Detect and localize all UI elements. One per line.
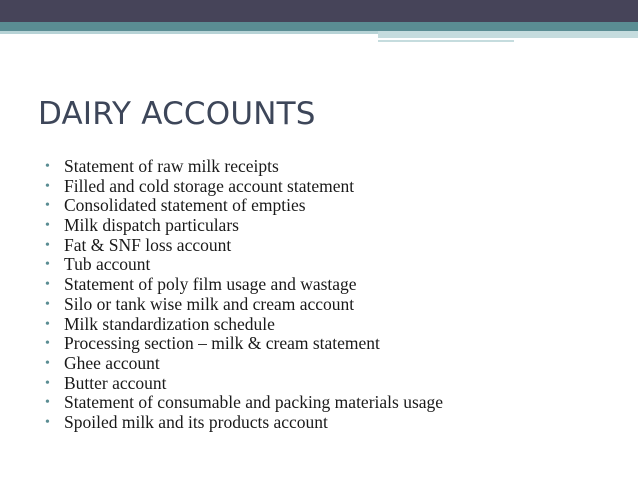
bullet-icon: • xyxy=(45,218,50,234)
list-item-text: Butter account xyxy=(64,372,167,393)
list-item-text: Silo or tank wise milk and cream account xyxy=(64,293,355,314)
bullet-icon: • xyxy=(45,237,50,253)
bullet-icon: • xyxy=(45,375,50,391)
list-item-text: Processing section – milk & cream statement xyxy=(64,333,380,354)
bullet-icon: • xyxy=(45,355,50,371)
bullet-icon: • xyxy=(45,414,50,430)
header-band-dark xyxy=(0,0,638,22)
bullet-icon: • xyxy=(45,178,50,194)
list-item-text: Consolidated statement of empties xyxy=(64,195,306,216)
bullet-icon: • xyxy=(45,336,50,352)
header-band-light-left xyxy=(0,31,378,34)
header-band-light-right xyxy=(378,31,638,38)
bullet-icon: • xyxy=(45,257,50,273)
list-item-text: Statement of raw milk receipts xyxy=(64,156,279,176)
bullet-icon: • xyxy=(45,159,50,174)
list-item-text: Filled and cold storage account statement xyxy=(64,175,355,196)
list-item-text: Statement of consumable and packing materials usage xyxy=(64,392,444,413)
list-item-text: Spoiled milk and its products account xyxy=(64,411,328,432)
header-accent-line xyxy=(378,40,514,42)
header-band-teal xyxy=(0,22,638,31)
list-item-text: Tub account xyxy=(64,254,151,275)
bullet-icon: • xyxy=(45,296,50,312)
list-item-text: Milk standardization schedule xyxy=(64,313,275,334)
bullet-icon: • xyxy=(45,395,50,411)
list-item-text: Milk dispatch particulars xyxy=(64,215,239,236)
slide-title: DAIRY ACCOUNTS xyxy=(38,96,316,132)
bullet-icon: • xyxy=(45,277,50,293)
bullet-icon: • xyxy=(45,316,50,332)
list-item-text: Statement of poly film usage and wastage xyxy=(64,274,357,295)
list-item-text: Ghee account xyxy=(64,352,160,373)
bullet-icon: • xyxy=(45,198,50,214)
list-item-text: Fat & SNF loss account xyxy=(64,234,232,255)
